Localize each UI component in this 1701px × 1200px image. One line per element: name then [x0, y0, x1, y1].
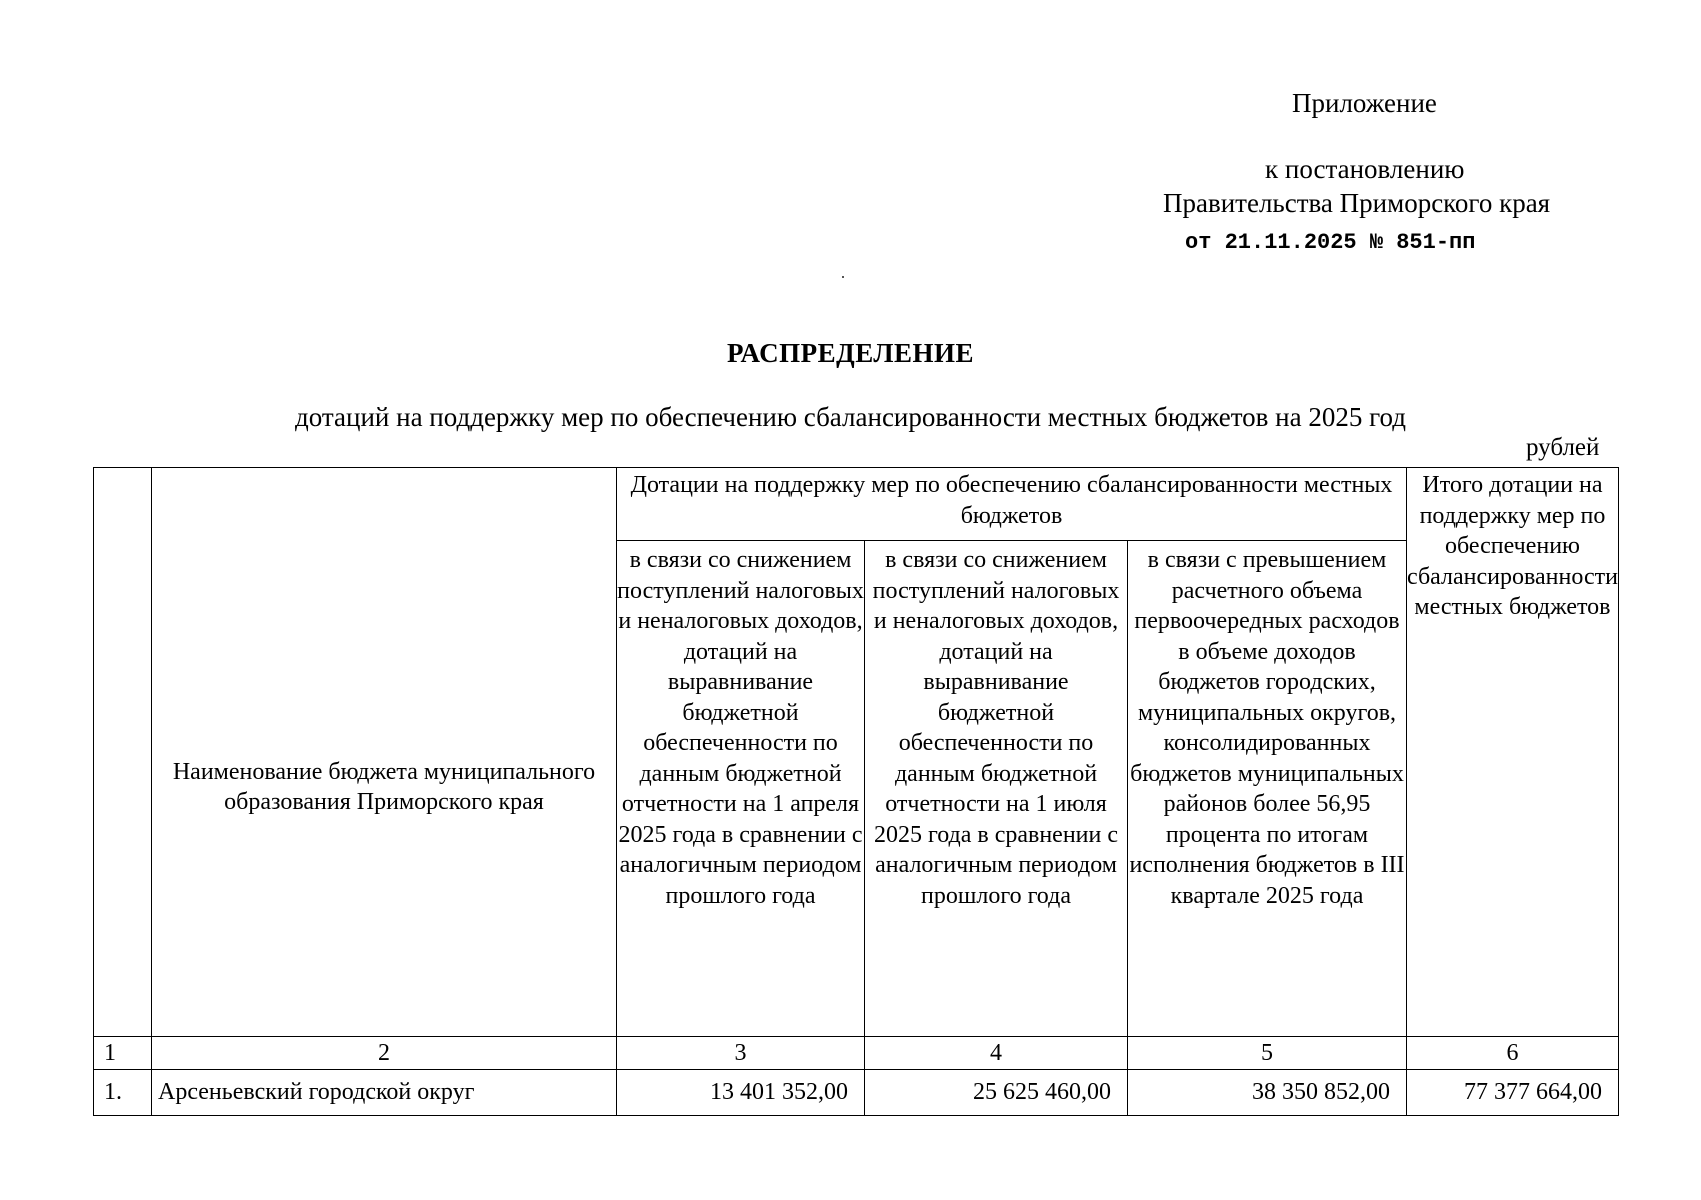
table-row	[94, 1070, 1619, 1116]
header-row-1	[94, 468, 1619, 541]
column-number: 3	[617, 1037, 865, 1070]
document-subtitle: дотаций на поддержку мер по обеспечению сбалансированности местных бюджетов на 2025 год	[295, 402, 1406, 432]
column-number: 4	[865, 1037, 1128, 1070]
row-name: Арсеньевский городской округ	[152, 1070, 617, 1116]
header-total-cell: Итого дотации на поддержку мер по обеспечению сбалансированности местных бюджетов	[1407, 468, 1619, 1037]
document-title: РАСПРЕДЕЛЕНИЕ	[726, 338, 975, 368]
distribution-table	[93, 467, 1619, 1116]
column-number: 2	[152, 1037, 617, 1070]
column-number: 6	[1407, 1037, 1619, 1070]
column-number: 5	[1128, 1037, 1407, 1070]
column-numbers-row	[94, 1037, 1619, 1070]
row-index: 1.	[94, 1070, 152, 1116]
appendix-government-line: Правительства Приморского края	[1163, 188, 1551, 218]
appendix-resolution-line: к постановлению	[1265, 154, 1465, 184]
row-value-q3: 38 350 852,00	[1128, 1070, 1407, 1116]
header-sub2-cell: в связи со снижением поступлений налоговых и неналоговых доходов, дотаций на выравнивание бюджетной обеспеченности по данным бюджетной отчетности на 1 июля 2025 года в сравнении с аналогичным периодом прошлого года	[865, 541, 1128, 1037]
row-value-total: 77 377 664,00	[1407, 1070, 1619, 1116]
appendix-date-number: от 21.11.2025 № 851-пп	[1185, 230, 1476, 255]
header-sub3-cell: в связи с превышением расчетного объема первоочередных расходов в объеме доходов бюджетов городских, муниципальных округов, консолидированных бюджетов муниципальных районов более 56,95 процента по итогам исполнения бюджетов в III квартале 2025 года	[1128, 541, 1407, 1037]
appendix-title: Приложение	[1292, 88, 1437, 118]
header-name-cell: Наименование бюджета муниципального образования Приморского края	[152, 468, 617, 1037]
row-value-july: 25 625 460,00	[865, 1070, 1128, 1116]
column-number: 1	[94, 1037, 152, 1070]
header-index-cell	[94, 468, 152, 1037]
header-sub1-cell: в связи со снижением поступлений налоговых и неналоговых доходов, дотаций на выравнивание бюджетной обеспеченности по данным бюджетной отчетности на 1 апреля 2025 года в сравнении с аналогичным периодом прошлого года	[617, 541, 865, 1037]
scan-speck	[842, 276, 844, 278]
row-value-april: 13 401 352,00	[617, 1070, 865, 1116]
units-label: рублей	[1526, 434, 1600, 461]
header-group-cell: Дотации на поддержку мер по обеспечению сбалансированности местных бюджетов	[617, 468, 1407, 541]
